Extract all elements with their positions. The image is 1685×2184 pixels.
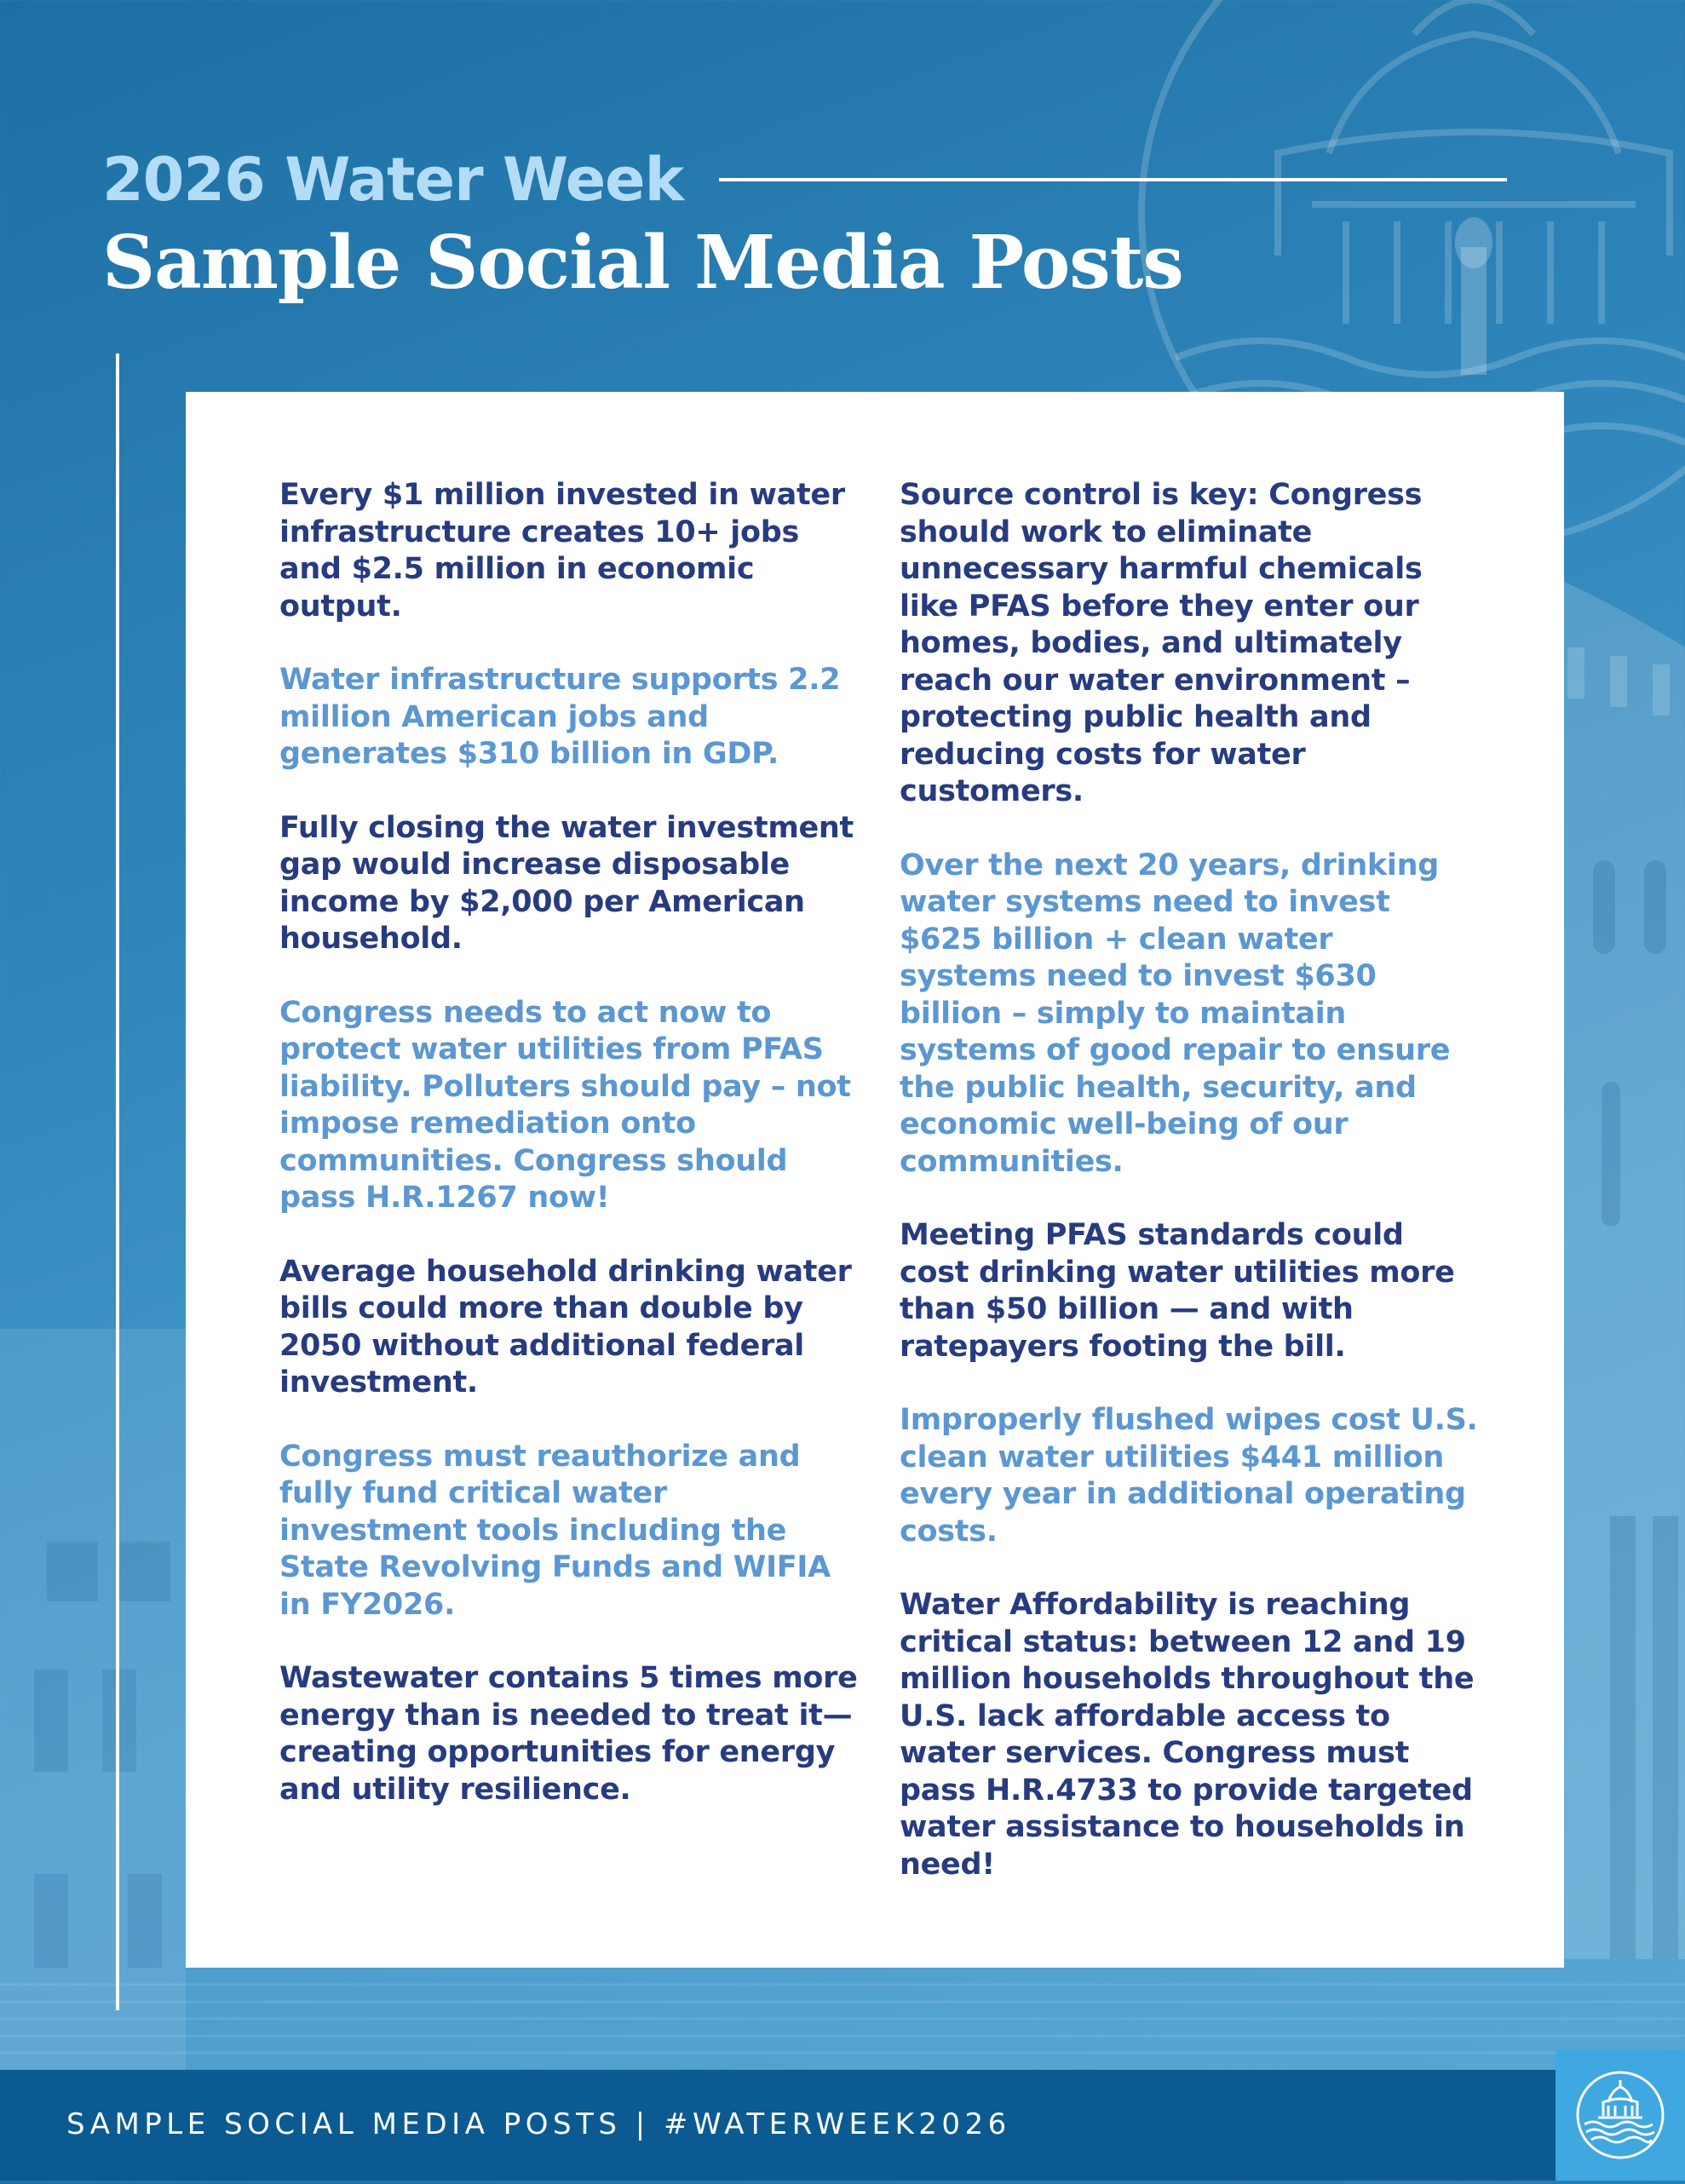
- post-left-4: Congress needs to act now to protect water utilities from PFAS liability. Polluters should pay – not impose remediation onto communities. Congress should pass H.R.1267 now!: [279, 995, 851, 1215]
- page-header: [102, 145, 1550, 306]
- post-right-1: Source control is key: Congress should work to eliminate unnecessary harmful chemicals like PFAS before they enter our homes, bodies, and ultimately reach our water environment – protecting public health and reducing costs for water customers.: [900, 478, 1423, 808]
- post-right-3: Meeting PFAS standards could cost drinking water utilities more than $50 billion — and with ratepayers footing the bill.: [900, 1218, 1455, 1364]
- footer-bar: [0, 2070, 1685, 2181]
- post-right-4: Improperly flushed wipes cost U.S. clean water utilities $441 million every year in additional operating costs.: [900, 1403, 1478, 1549]
- kicker-divider: [719, 178, 1507, 181]
- post-right-2: Over the next 20 years, drinking water systems need to invest $625 billion + clean water systems need to invest $630 billion – simply to maintain systems of good repair to ensure the public health, security, and economic well-being of our communities.: [900, 848, 1451, 1179]
- post-left-2: Water infrastructure supports 2.2 million American jobs and generates $310 billion in GDP.: [279, 663, 841, 771]
- post-left-3: Fully closing the water investment gap would increase disposable income by $2,000 per American household.: [279, 810, 854, 956]
- post-right-5: Water Affordability is reaching critical status: between 12 and 19 million households throughout the U.S. lack affordable access to water services. Congress must pass H.R.4733 to provide targeted water assistance to households in need!: [900, 1588, 1475, 1882]
- post-left-5: Average household drinking water bills could more than double by 2050 without additional federal investment.: [279, 1254, 852, 1399]
- post-left-6: Congress must reauthorize and fully fund critical water investment tools including the State Revolving Funds and WIFIA in FY2026.: [279, 1439, 831, 1622]
- left-vertical-divider: [116, 353, 119, 2010]
- footer-text: SAMPLE SOCIAL MEDIA POSTS | #WATERWEEK2026: [66, 2107, 1011, 2141]
- posts-column-right: [900, 477, 1479, 1920]
- kicker-title: 2026 Water Week: [102, 145, 684, 215]
- footer-logo: [1556, 2049, 1685, 2181]
- posts-card: [186, 392, 1564, 1968]
- post-left-7: Wastewater contains 5 times more energy than is needed to treat it—creating opportunities for energy and utility resilience.: [279, 1661, 858, 1807]
- posts-column-left: [279, 477, 859, 1845]
- page-title: Sample Social Media Posts: [102, 220, 1183, 306]
- capitol-dome-waves-icon: [1556, 2049, 1685, 2181]
- post-left-1: Every $1 million invested in water infrastructure creates 10+ jobs and $2.5 million in economic output.: [279, 478, 845, 624]
- kicker-row: [102, 145, 1550, 215]
